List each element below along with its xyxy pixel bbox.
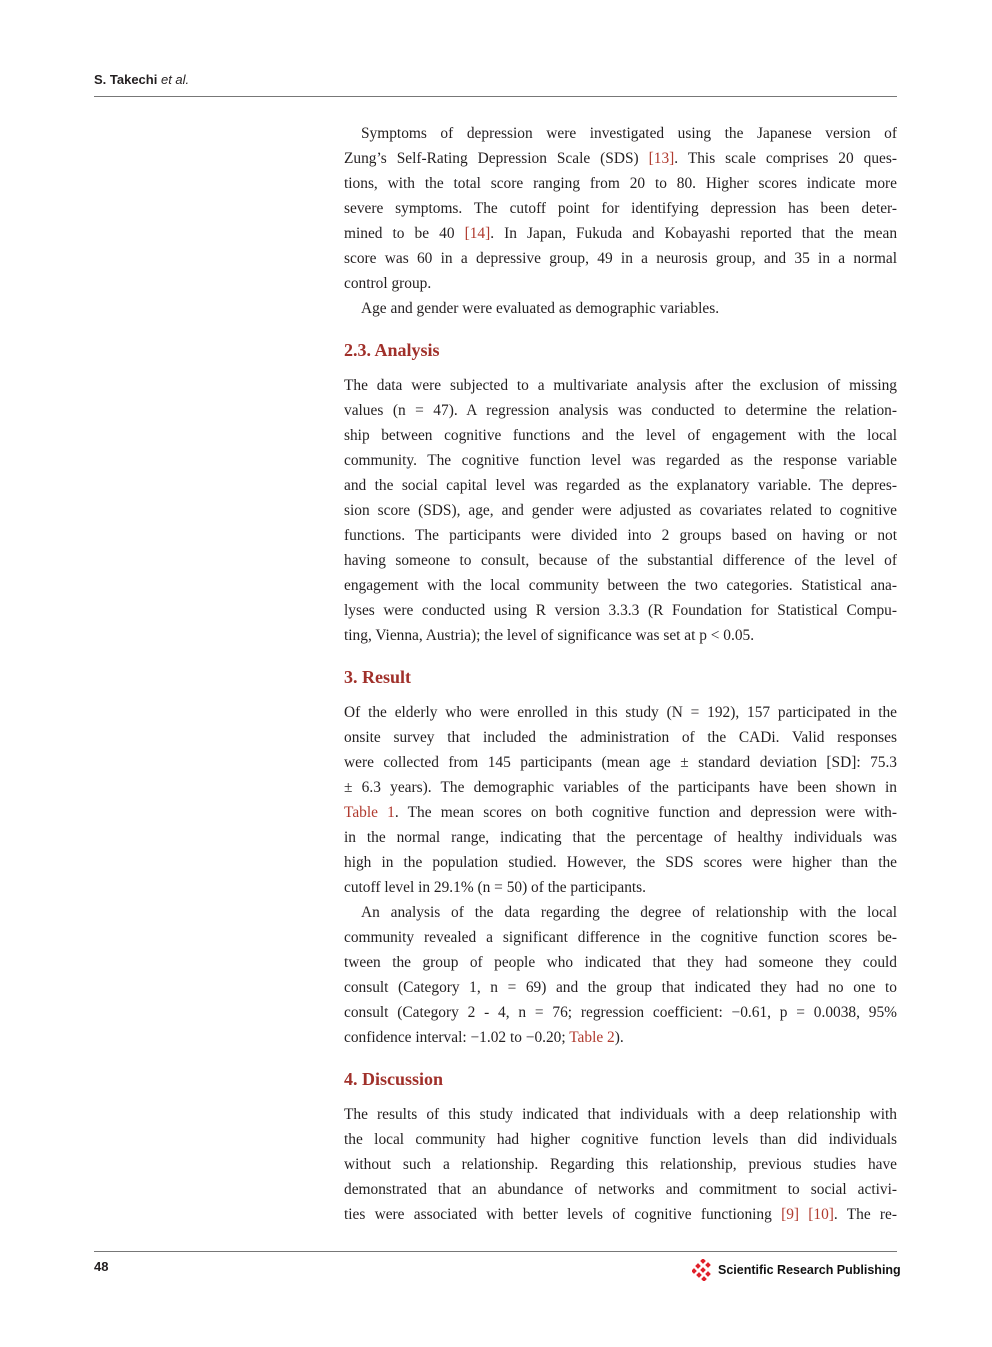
text-line <box>344 800 897 825</box>
text-line <box>344 296 897 321</box>
text-line <box>344 598 897 623</box>
text-span: cutoff level in 29.1% (n = 50) of the participants. <box>344 879 647 896</box>
text-line <box>344 171 897 196</box>
text-span: community. The cognitive function level was regarded as the response variable <box>344 452 897 469</box>
text-span: . The re- <box>833 1206 897 1223</box>
text-span: community revealed a significant difference in the cognitive function scores be- <box>344 929 897 946</box>
reference-link[interactable]: [14] <box>464 225 491 242</box>
reference-link[interactable]: [9] <box>781 1206 800 1223</box>
text-line <box>344 146 897 171</box>
text-span: ). <box>614 1029 624 1046</box>
text-line <box>344 373 897 398</box>
header-rule <box>94 96 897 97</box>
text-line <box>344 775 897 800</box>
text-span: confidence interval: −1.02 to −0.20; <box>344 1029 570 1046</box>
paragraph <box>344 1102 897 1227</box>
text-span: without such a relationship. Regarding this relationship, previous studies have <box>344 1156 897 1173</box>
running-header-author <box>94 72 189 87</box>
text-line <box>344 950 897 975</box>
text-span: Zung’s Self-Rating Depression Scale (SDS) <box>344 150 649 167</box>
text-line <box>344 196 897 221</box>
section-heading: 4. Discussion <box>344 1069 444 1089</box>
text-line <box>344 1025 897 1050</box>
text-line <box>344 448 897 473</box>
text-line <box>344 825 897 850</box>
text-line <box>344 498 897 523</box>
text-line <box>344 398 897 423</box>
text-line <box>344 246 897 271</box>
text-span: high in the population studied. However, the SDS scores were higher than the <box>344 854 897 871</box>
reference-link[interactable]: Table 1 <box>344 804 395 821</box>
text-span: The data were subjected to a multivariate analysis after the exclusion of missing <box>344 377 897 394</box>
text-span: tions, with the total score ranging from 20 to 80. Higher scores indicate more <box>344 175 897 192</box>
section-heading: 3. Result <box>344 667 411 687</box>
text-line <box>344 121 897 146</box>
text-span: . This scale comprises 20 ques- <box>674 150 897 167</box>
author-etal: et al. <box>160 72 190 87</box>
text-span: An analysis of the data regarding the degree of relationship with the local <box>361 904 897 921</box>
text-span <box>799 1206 808 1223</box>
text-span: Age and gender were evaluated as demographic variables. <box>361 300 720 317</box>
scirp-logo-icon <box>692 1259 714 1281</box>
text-line <box>344 725 897 750</box>
text-line <box>344 523 897 548</box>
text-span: . In Japan, Fukuda and Kobayashi reported that the mean <box>490 225 897 242</box>
text-line <box>344 975 897 1000</box>
text-line <box>344 1177 897 1202</box>
text-span: in the normal range, indicating that the percentage of healthy individuals was <box>344 829 897 846</box>
reference-link[interactable]: [10] <box>808 1206 834 1223</box>
text-span: functions. The participants were divided into 2 groups based on having or not <box>344 527 897 544</box>
paragraph <box>344 900 897 1050</box>
text-span: Symptoms of depression were investigated using the Japanese version of <box>361 125 897 142</box>
text-span: engagement with the local community between the two categories. Statistical ana- <box>344 577 897 594</box>
text-span: . The mean scores on both cognitive function and depression were with- <box>394 804 897 821</box>
text-line <box>344 573 897 598</box>
text-span: tween the group of people who indicated that they had someone they could <box>344 954 897 971</box>
paragraph <box>344 296 897 321</box>
text-span: sion score (SDS), age, and gender were adjusted as covariates related to cognitive <box>344 502 897 519</box>
text-line <box>344 1127 897 1152</box>
text-span: ties were associated with better levels of cognitive functioning <box>344 1206 782 1223</box>
text-line <box>344 750 897 775</box>
text-line <box>344 221 897 246</box>
author-name: S. Takechi <box>94 72 158 87</box>
text-span: lyses were conducted using R version 3.3.3 (R Foundation for Statistical Compu- <box>344 602 897 619</box>
text-span: ting, Vienna, Austria); the level of significance was set at p < 0.05. <box>344 627 755 644</box>
body-text-column <box>344 121 897 1227</box>
paragraph <box>344 700 897 900</box>
text-span: consult (Category 1, n = 69) and the group that indicated they had no one to <box>344 979 897 996</box>
text-span: The results of this study indicated that individuals with a deep relationship with <box>344 1106 897 1123</box>
text-span: score was 60 in a depressive group, 49 in a neurosis group, and 35 in a normal <box>344 250 897 267</box>
reference-link[interactable]: Table 2 <box>569 1029 615 1046</box>
text-line <box>344 1202 897 1227</box>
text-span: consult (Category 2 - 4, n = 76; regression coefficient: −0.61, p = 0.0038, 95% <box>344 1004 897 1021</box>
page-number: 48 <box>94 1259 109 1274</box>
text-span: and the social capital level was regarded as the explanatory variable. The depres- <box>344 477 897 494</box>
text-span: onsite survey that included the administration of the CADi. Valid responses <box>344 729 897 746</box>
text-line <box>344 548 897 573</box>
text-line <box>344 623 897 648</box>
text-span: demonstrated that an abundance of networks and commitment to social activi- <box>344 1181 897 1198</box>
text-line <box>344 423 897 448</box>
section-heading: 2.3. Analysis <box>344 340 440 360</box>
text-span: severe symptoms. The cutoff point for identifying depression has been deter- <box>344 200 897 217</box>
text-span: ship between cognitive functions and the level of engagement with the local <box>344 427 897 444</box>
text-line <box>344 700 897 725</box>
text-line <box>344 473 897 498</box>
text-span: values (n = 47). A regression analysis was conducted to determine the relation- <box>344 402 897 419</box>
publisher-name: Scientific Research Publishing <box>718 1263 901 1277</box>
text-line <box>344 875 897 900</box>
footer-rule <box>94 1251 897 1252</box>
reference-link[interactable]: [13] <box>648 150 675 167</box>
text-span: the local community had higher cognitive function levels than did individuals <box>344 1131 897 1148</box>
text-span: ± 6.3 years). The demographic variables of the participants have been shown in <box>344 779 897 796</box>
text-line <box>344 925 897 950</box>
text-line <box>344 1102 897 1127</box>
text-line <box>344 1000 897 1025</box>
text-line <box>344 271 897 296</box>
publisher-logo <box>692 1259 901 1281</box>
text-span: Of the elderly who were enrolled in this study (N = 192), 157 participated in the <box>344 704 897 721</box>
text-span: were collected from 145 participants (mean age ± standard deviation [SD]: 75.3 <box>344 754 897 771</box>
text-span: mined to be 40 <box>344 225 465 242</box>
text-span: having someone to consult, because of the substantial difference of the level of <box>344 552 897 569</box>
text-span: control group. <box>344 275 432 292</box>
text-line <box>344 850 897 875</box>
text-line <box>344 900 897 925</box>
text-line <box>344 1152 897 1177</box>
paragraph <box>344 121 897 296</box>
paragraph <box>344 373 897 648</box>
